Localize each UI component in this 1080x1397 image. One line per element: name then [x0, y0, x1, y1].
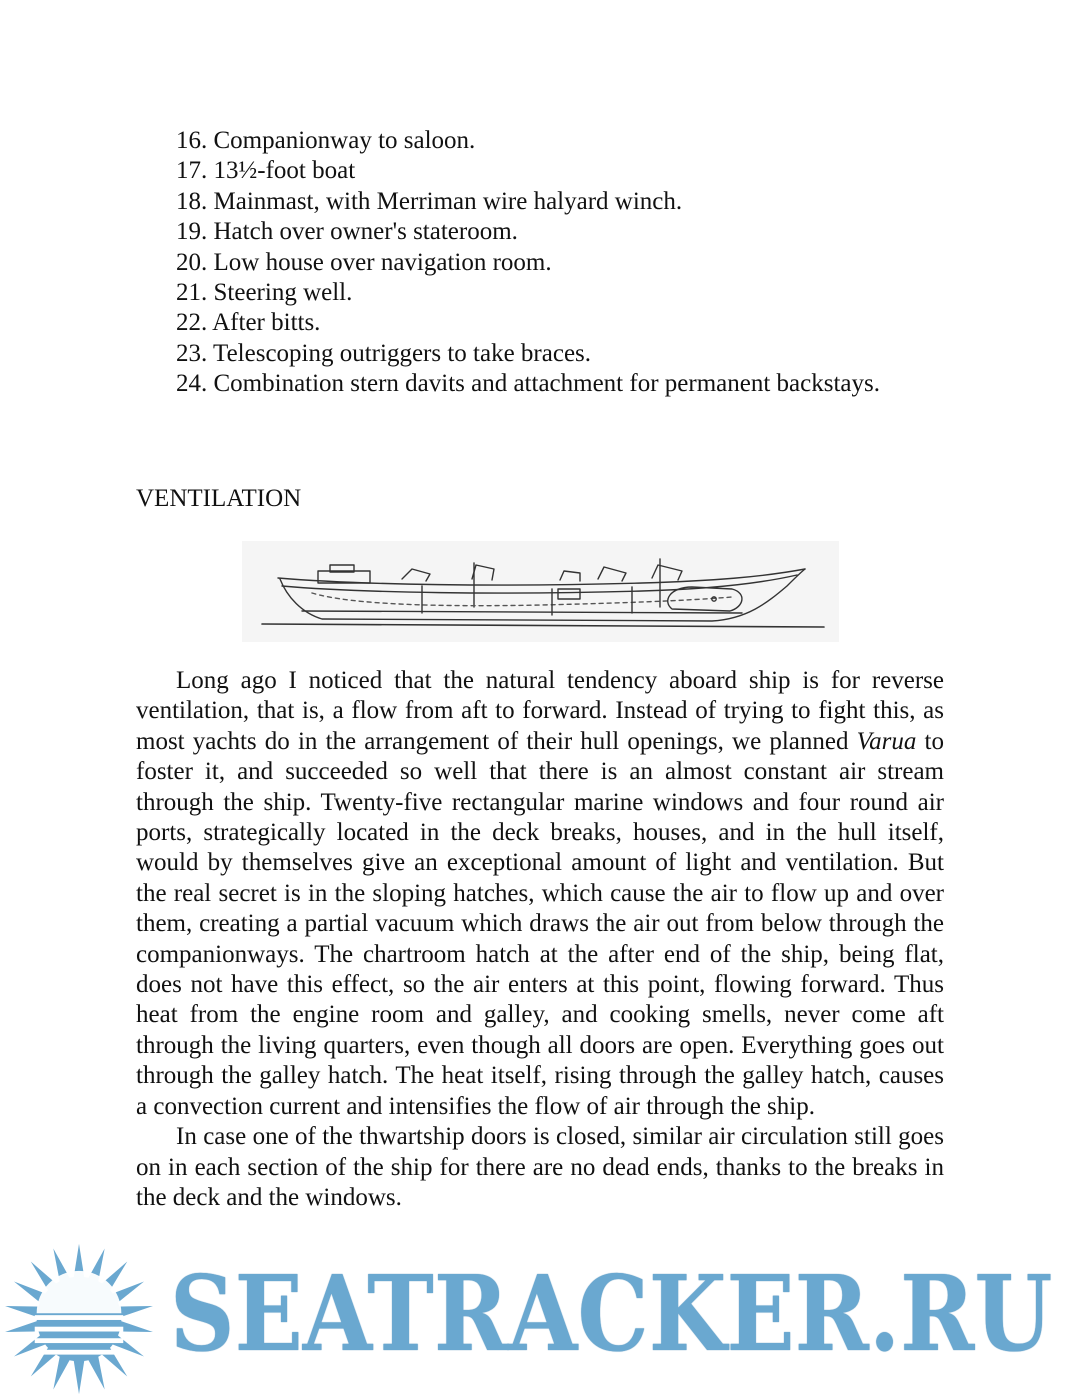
paragraph-1 — [136, 666, 944, 1122]
list-item: 24. Combination stern davits and attachment for permanent backstays. — [176, 370, 880, 398]
paragraph-2: In case one of the thwartship doors is closed, similar air circulation still goes on in each section of the ship for there are no dead ends, thanks to the breaks in the deck and the windows. — [136, 1123, 944, 1211]
numbered-list — [176, 126, 880, 400]
sun-icon — [2, 1242, 156, 1396]
list-item: 18. Mainmast, with Merriman wire halyard winch. — [176, 187, 683, 215]
list-item: 16. Companionway to saloon. — [176, 127, 476, 154]
list-item: 23. Telescoping outriggers to take braces. — [176, 339, 592, 367]
paragraph-1-text-b: to foster it, and succeeded so well that there is an almost constant air stream through the ship. Twenty-five rectangular marine windows and four round air ports, strategically located in the deck breaks, houses, and in the hull itself, would by themselves give an exceptional amount of light and ventilation. But the real secret is in the sloping hatches, which cause the air to flow up and over them, creating a partial vacuum which draws the air out from below through the companionways. The chartroom hatch at the after end of the ship, being flat, does not have this effect, so the air enters at this point, flowing forward. Thus heat from the engine room and galley, and cooking smells, never come aft through the living quarters, even though all doors are open. Everything goes out through the galley hatch. The heat itself, rising through the galley hatch, causes a convection current and intensifies the flow of air through the ship. — [136, 727, 944, 1120]
list-item: 21. Steering well. — [176, 279, 353, 307]
list-item: 20. Low house over navigation room. — [176, 248, 552, 276]
list-item: 22. After bitts. — [176, 309, 321, 337]
list-item: 19. Hatch over owner's stateroom. — [176, 218, 518, 246]
ventilation-ship-diagram — [242, 541, 839, 642]
paragraph-1-text-a: Long ago I noticed that the natural tendency aboard ship is for reverse ventilation, that is, a flow from aft to forward. Instead of trying to fight this, as most yachts do in the arrangement of their hull openings, we planned — [136, 667, 944, 755]
watermark-text: SEATRACKER.RU — [170, 1252, 1053, 1375]
site-watermark — [0, 1240, 1080, 1397]
section-heading: VENTILATION — [136, 485, 302, 512]
list-item: 17. 13½-foot boat — [176, 157, 356, 185]
body-text — [136, 666, 944, 1213]
ship-diagram-svg — [242, 541, 839, 642]
ship-name-emphasis: Varua — [856, 727, 917, 755]
